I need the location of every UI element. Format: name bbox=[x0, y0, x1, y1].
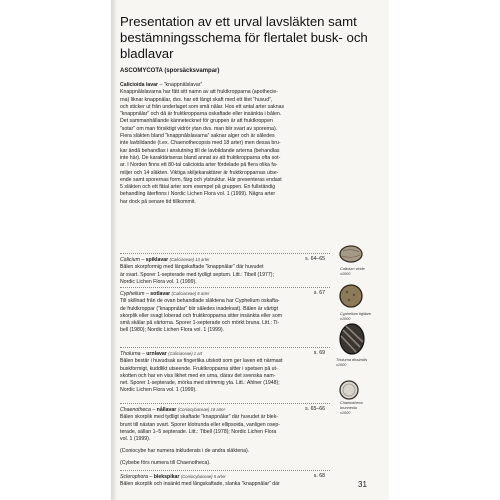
entry-name: Sclerophora – blekspikar (Coniocybaceae) 5 arter bbox=[120, 474, 226, 480]
common-name: blekspikar bbox=[153, 474, 180, 480]
entry-divider bbox=[120, 253, 330, 254]
family-info: (Coniocybaceae) 18 arter bbox=[177, 407, 225, 412]
entry-line: Till skillnad från de ovan behandlade släktena har Cyphelium oskafta- bbox=[120, 298, 280, 305]
entry-line: terade, sällan 1–5 septerade. Litt.: Tibell (1978); Nordic Lichen Flora bbox=[120, 428, 277, 435]
entry-line: skorplik eller svagt loberad och fruktkropparna sitter insänkta eller som bbox=[120, 312, 283, 319]
common-name: spiklavar bbox=[145, 257, 169, 263]
subsection-name: Calicioida lavar bbox=[120, 82, 159, 88]
genus-entry-calicium bbox=[120, 256, 325, 286]
entry-line: små skålar på vårtorna. Sporer 1-septerade och mörkt bruna. Litt.: Ti- bbox=[120, 320, 280, 327]
intro-line: ar. I Norden finns ett 80-tal calicioida arter fördelade på flera olika fa- bbox=[120, 162, 278, 169]
intro-line: och sticker ut från underlaget som små nålar. Hos ett antal arter saknas bbox=[120, 103, 285, 110]
genus-entry-cyphelium bbox=[120, 290, 325, 335]
page-reference: s. 68 bbox=[313, 473, 325, 479]
figure-caption bbox=[340, 267, 365, 277]
title-line: bladlavar bbox=[120, 46, 174, 61]
intro-line: inte lavbildande (t.ex. Chaenothecopsis med 18 arter) men dessa bru- bbox=[120, 140, 281, 147]
entry-name: Chaenotheca – nållavar (Coniocybaceae) 18 arter bbox=[120, 407, 225, 413]
entry-line: brunt till nästan svart. Sporer klotrunda eller ellipsoida, vanligen osep- bbox=[120, 421, 281, 428]
entry-header bbox=[120, 256, 325, 264]
entry-line: Nordic Lichen Flora vol. 1 (1999). bbox=[120, 278, 197, 285]
page-reference: s. 65–66 bbox=[305, 406, 325, 412]
entry-line: Nordic Lichen Flora vol. 1 (1999). bbox=[120, 387, 197, 394]
entry-name: Tholurna – urnlavar (Caliciaceae) 1 art bbox=[120, 351, 203, 357]
intro-line: inte här). De karaktäriseras bland annat av att fruktkropparna ofta sot- bbox=[120, 154, 281, 161]
intro-line: ”knappnålar” och då är fruktkropparna oskaftade eller insänkta i bålen. bbox=[120, 111, 282, 118]
entry-line: buskformigt, kuddlikt utseende. Fruktkropparna sitter i spetsen på ut- bbox=[120, 365, 278, 372]
intro-line: 5 släkten och ett fåtal arter som exempel på gruppen. En fullständig bbox=[120, 184, 276, 191]
note-line: (Coniocybe har numera inkluderats i de andra släktena). bbox=[120, 448, 250, 454]
entry-line: skotten och har en viss likhet med en urna, därav det svenska nam- bbox=[120, 372, 276, 379]
entry-header bbox=[120, 406, 325, 414]
common-name: urnlavar bbox=[146, 351, 167, 357]
common-name: nållavar bbox=[156, 407, 177, 413]
page-number: 31 bbox=[358, 480, 367, 489]
intro-line: Flera släkten bland ”knappnålslavarna” saknar alger och är således bbox=[120, 133, 275, 140]
intro-line: har dock på senare tid tillkommit. bbox=[120, 198, 196, 205]
caption-line: x1000 bbox=[340, 272, 351, 276]
intro-line: miljer och 14 släkten. Viktiga skiljekaraktärer är fruktkropparnas utse- bbox=[120, 169, 279, 176]
genus-entry-chaenotheca bbox=[120, 406, 325, 443]
page-reference: s. 64–65 bbox=[305, 256, 325, 262]
notes bbox=[120, 460, 325, 467]
genus-entry-tholurna bbox=[120, 350, 325, 395]
caption-line: brunneola bbox=[340, 406, 357, 410]
caption-line: Calicium viride bbox=[340, 267, 365, 271]
subsection-alias: – ”knappnålslavar” bbox=[158, 82, 203, 88]
family-info: (Coniocybaceae) 5 arter bbox=[180, 474, 226, 479]
genus-name: Tholurna bbox=[120, 351, 141, 357]
notes bbox=[120, 448, 325, 455]
subsection-heading bbox=[120, 82, 325, 89]
figure-caption bbox=[340, 401, 363, 416]
intro-line: ”sotar” om man försiktigt vidrör ytan dvs. man blir svart av sporerna). bbox=[120, 125, 278, 132]
caption-line: Chaenotheca bbox=[340, 401, 363, 405]
figure-caption bbox=[340, 312, 371, 322]
page-reference: s. 67 bbox=[313, 290, 325, 296]
spore-illustration-calicium bbox=[338, 244, 364, 264]
entry-line: bell (1980); Nordic Lichen Flora vol. 1 (1999). bbox=[120, 327, 225, 334]
entry-header bbox=[120, 473, 325, 481]
entry-line: Bålen skorplik och insänkt med långskaftade, slanka ”knappnålar” där bbox=[120, 481, 280, 488]
caption-line: x1000 bbox=[340, 411, 351, 415]
entry-name: Cyphelium – sotlavar (Caliciaceae) 8 arter bbox=[120, 291, 210, 297]
genus-name: Calicium bbox=[120, 257, 140, 263]
caption-line: Tholurna dissimilis bbox=[336, 358, 368, 362]
intro-line: kar ändå behandlas i anslutning till de lavbildande arterna (behandlas bbox=[120, 147, 280, 154]
page-title bbox=[120, 14, 382, 62]
genus-entry-sclerophora bbox=[120, 473, 325, 489]
family-info: (Caliciaceae) 8 arter bbox=[171, 291, 210, 296]
spore-shape bbox=[340, 246, 362, 262]
section-heading: ASCOMYCOTA (sporsäcksvampar) bbox=[120, 68, 220, 74]
entry-line: net. Sporer 1-septerade, mörka med strimmig yta. Litt.: Ahlner (1948); bbox=[120, 380, 280, 387]
caption-line: x1000 bbox=[336, 363, 347, 367]
family-info: (Caliciaceae) 13 arter bbox=[169, 257, 210, 262]
entry-header bbox=[120, 290, 325, 298]
family-info: (Caliciaceae) 1 art bbox=[168, 351, 203, 356]
title-line: bestämningsschema för flertalet busk- och bbox=[120, 30, 368, 45]
spore-shape bbox=[340, 285, 362, 307]
entry-divider bbox=[120, 403, 330, 404]
page-gutter bbox=[111, 0, 117, 500]
intro-line: ende samt sporernas form, färg och ytstruktur. Här presenteras endast bbox=[120, 176, 282, 183]
entry-divider bbox=[120, 287, 330, 288]
genus-name: Chaenotheca bbox=[120, 407, 151, 413]
genus-name: Sclerophora bbox=[120, 474, 148, 480]
genus-name: Cyphelium bbox=[120, 291, 145, 297]
entry-line: Bålen skorplik med tydligt skaftade ”knappnålar” där huvudet är blek- bbox=[120, 414, 279, 421]
entry-divider bbox=[120, 347, 330, 348]
intro-line: Det sammanhållande kännetecknet för gruppen är att fruktkroppen bbox=[120, 118, 273, 125]
spore-illustration-chaenotheca bbox=[338, 379, 360, 401]
entry-header bbox=[120, 350, 325, 358]
common-name: sotlavar bbox=[150, 291, 171, 297]
entry-line: Bålen består i huvudsak av fingerlika utskott som ger laven ett närmast bbox=[120, 358, 283, 365]
intro-line: rna) liknar knappnålar, dvs. har ett långt skaft med ett litet ”huvud”, bbox=[120, 96, 273, 103]
entry-divider bbox=[120, 470, 330, 471]
caption-line: x1000 bbox=[340, 317, 351, 321]
title-line: Presentation av ett urval lavsläkten samt bbox=[120, 14, 357, 29]
intro-line: Knappnålslavarna har fått sitt namn av att fruktkropparna (apothecie- bbox=[120, 89, 279, 96]
entry-line: är svart. Sporer 1-septerade med tydligt septum. Litt.: Tibell (1977); bbox=[120, 271, 274, 278]
figure-caption bbox=[336, 358, 367, 368]
intro-line: behandling återfinns i Nordic Lichen Flora vol. 1 (1999). Några arter bbox=[120, 191, 276, 198]
entry-name: Calicium – spiklavar (Caliciaceae) 13 arter bbox=[120, 257, 210, 263]
note-line: (Cybebe förs numera till Chaenotheca). bbox=[120, 460, 211, 466]
entry-line: de fruktkroppar (”knappnålar” blir således inadekvat). Bålen är vårtigt bbox=[120, 305, 279, 312]
spore-illustration-cyphelium bbox=[338, 283, 364, 309]
entry-line: vol. 1 (1999). bbox=[120, 436, 151, 443]
intro-paragraph bbox=[120, 82, 325, 206]
caption-line: Cyphelium tigillare bbox=[340, 312, 372, 316]
page-reference: s. 69 bbox=[313, 350, 325, 356]
entry-line: Bålen skorpformig med långskaftade ”knappnålar” där huvudet bbox=[120, 264, 264, 271]
spore-illustration-tholurna bbox=[338, 322, 366, 356]
